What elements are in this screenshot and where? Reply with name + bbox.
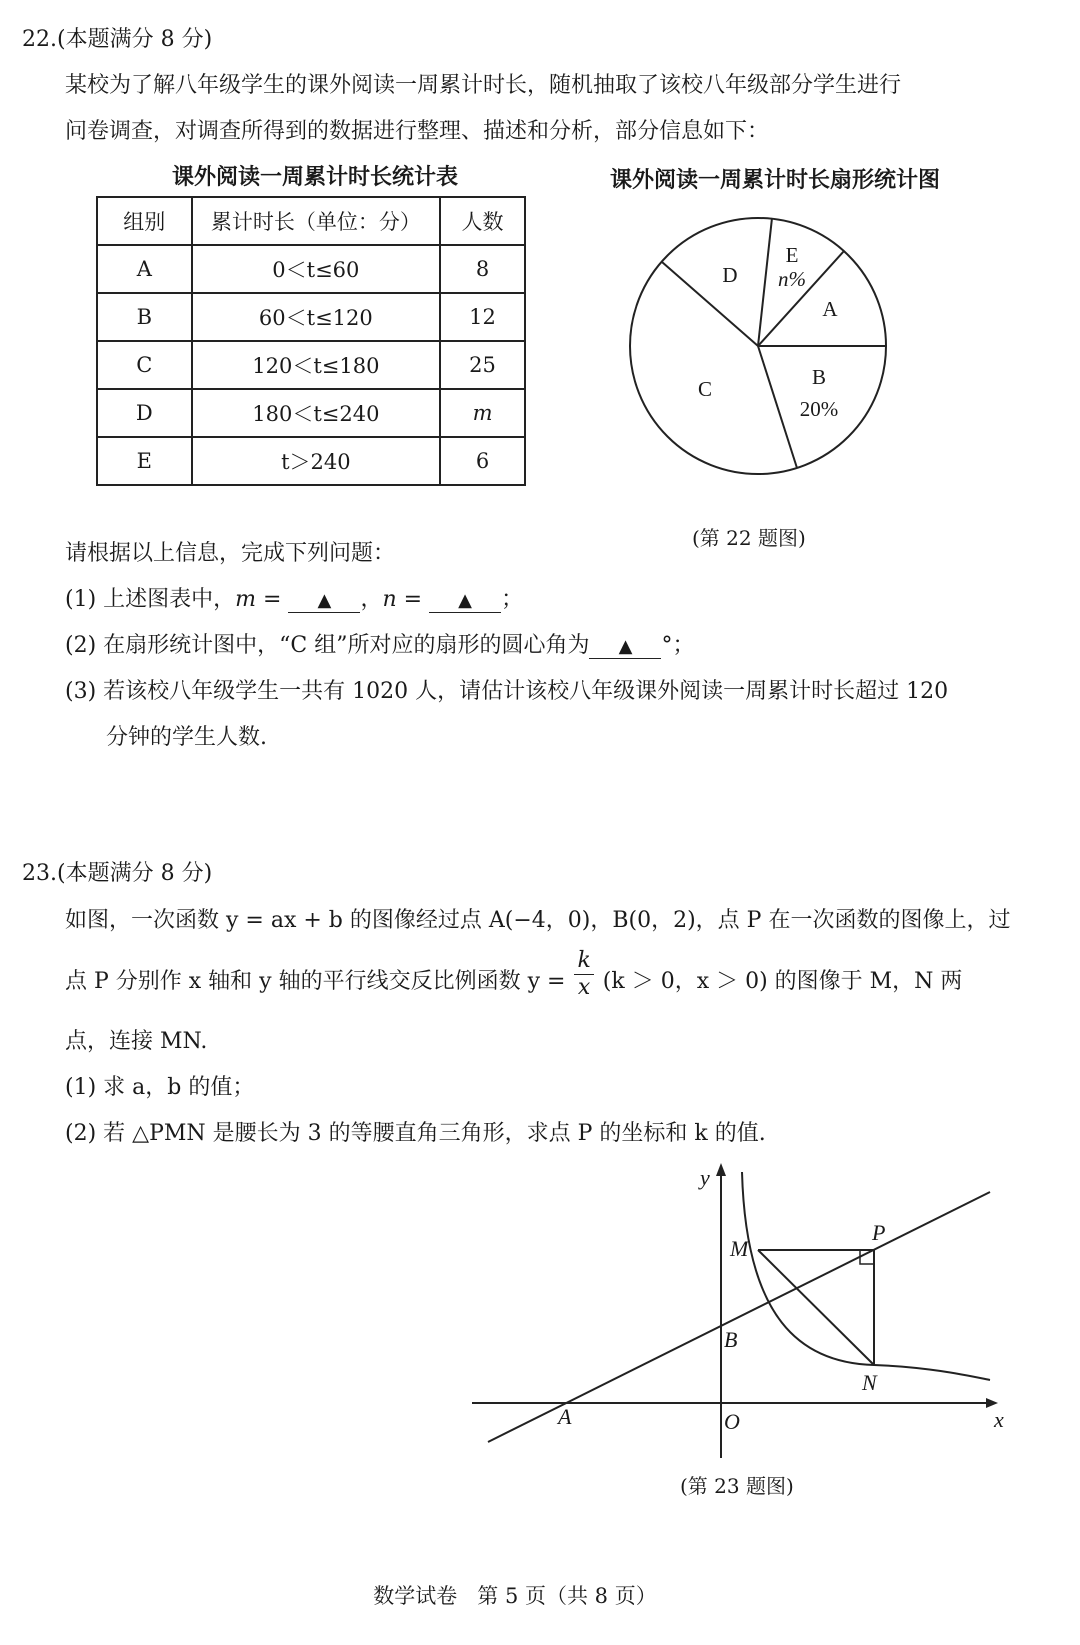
q22-figure-caption: (第 22 题图) (692, 526, 806, 550)
q22-intro-line2: 问卷调查，对调查所得到的数据进行整理、描述和分析，部分信息如下： (65, 119, 770, 144)
pie-label-a: A (822, 297, 838, 321)
q23-part2: (2) 若 △PMN 是腰长为 3 的等腰直角三角形，求点 P 的坐标和 k 的值. (65, 1121, 766, 1146)
q22-p2-prefix: (2) 在扇形统计图中，“C 组”所对应的扇形的圆心角为 (65, 633, 590, 658)
header-group: 组别 (97, 197, 192, 245)
row-range: 60＜t≤120 (192, 293, 440, 341)
stat-table-title: 课外阅读一周累计时长统计表 (171, 165, 458, 190)
row-range: 120＜t≤180 (192, 341, 440, 389)
row-group: A (97, 245, 192, 293)
label-n: N (862, 1370, 877, 1395)
q23-part1: (1) 求 a，b 的值； (65, 1075, 255, 1100)
label-m: M (730, 1236, 749, 1261)
q22-p1-comma: ， (360, 587, 383, 612)
answer-blank-m[interactable] (288, 587, 360, 613)
row-range: t＞240 (192, 437, 440, 485)
q23-number: 23. (22, 861, 57, 886)
q22-part2 (65, 628, 695, 659)
q23-line2 (65, 948, 962, 1004)
q22-header (22, 22, 212, 53)
row-count: 6 (440, 437, 525, 485)
answer-mark: ▲ (458, 590, 473, 611)
y-axis-arrow (716, 1163, 726, 1176)
segment-mn (758, 1250, 874, 1365)
page-footer: 数学试卷 第 5 页（共 8 页） (373, 1584, 657, 1608)
q22-p1-n: n = (382, 587, 423, 612)
row-range: 0＜t≤60 (192, 245, 440, 293)
row-group: B (97, 293, 192, 341)
stat-table-header-row (97, 197, 525, 245)
label-b: B (724, 1327, 738, 1352)
q22-score: (本题满分 8 分) (57, 27, 213, 52)
hyperbola-curve (742, 1172, 990, 1380)
q22-p1-end: ； (501, 587, 524, 612)
q23-line2-a: 点 P 分别作 x 轴和 y 轴的平行线交反比例函数 y = (65, 969, 566, 994)
q23-score: (本题满分 8 分) (57, 861, 213, 886)
row-group: D (97, 389, 192, 437)
pie-chart-title: 课外阅读一周累计时长扇形统计图 (609, 168, 940, 193)
table-row (97, 245, 525, 293)
q22-part1 (65, 582, 523, 613)
answer-blank-angle[interactable] (589, 633, 661, 659)
fraction-denominator: x (577, 975, 591, 1000)
answer-mark: ▲ (317, 590, 332, 611)
row-range: 180＜t≤240 (192, 389, 440, 437)
label-x: x (994, 1407, 1004, 1432)
label-o: O (724, 1409, 740, 1434)
table-row (97, 389, 525, 437)
answer-blank-n[interactable] (429, 587, 501, 613)
row-group: E (97, 437, 192, 485)
row-count: 12 (440, 293, 525, 341)
q23-line3: 点，连接 MN. (65, 1029, 208, 1054)
q22-part3-line2: 分钟的学生人数. (106, 725, 267, 750)
header-count: 人数 (440, 197, 525, 245)
label-y: y (700, 1165, 710, 1190)
table-row (97, 293, 525, 341)
row-count: 25 (440, 341, 525, 389)
row-count: 8 (440, 245, 525, 293)
pie-label-b-pct: 20% (799, 397, 839, 421)
q22-part3-line1: (3) 若该校八年级学生一共有 1020 人，请估计该校八年级课外阅读一周累计时长超过 120 (65, 679, 949, 704)
right-angle-mark (860, 1250, 874, 1264)
q22-number: 22. (22, 27, 57, 52)
q22-p1-m: m = (235, 587, 282, 612)
answer-mark: ▲ (618, 636, 633, 657)
pie-label-e: E (785, 243, 799, 267)
table-row (97, 437, 525, 485)
pie-label-b: B (811, 365, 827, 389)
pie-chart (620, 200, 910, 490)
row-group: C (97, 341, 192, 389)
header-duration: 累计时长（单位：分） (192, 197, 440, 245)
q22-intro-line1: 某校为了解八年级学生的课外阅读一周累计时长，随机抽取了该校八年级部分学生进行 (65, 73, 902, 98)
q23-figure-caption: (第 23 题图) (680, 1474, 794, 1498)
q23-line2-b: (k ＞ 0，x ＞ 0) 的图像于 M，N 两 (602, 969, 963, 994)
q23-figure (470, 1158, 1030, 1468)
q22-prompt: 请根据以上信息，完成下列问题： (65, 541, 396, 566)
q23-line1: 如图，一次函数 y = ax + b 的图像经过点 A(−4，0)，B(0，2)，点 P 在一次函数的图像上，过 (65, 908, 1011, 933)
row-count: m (440, 389, 525, 437)
q23-header (22, 856, 212, 887)
pie-label-e-pct: n% (778, 267, 806, 291)
label-a: A (558, 1404, 572, 1429)
q22-p1-prefix: (1) 上述图表中， (65, 587, 236, 612)
fraction-numerator: k (574, 948, 593, 975)
fraction-k-over-x (574, 948, 593, 1001)
pie-label-d: D (722, 263, 738, 287)
pie-label-c: C (697, 377, 713, 401)
q22-p2-end: °； (661, 633, 695, 658)
label-p: P (872, 1220, 886, 1245)
table-row (97, 341, 525, 389)
stat-table (96, 196, 526, 486)
